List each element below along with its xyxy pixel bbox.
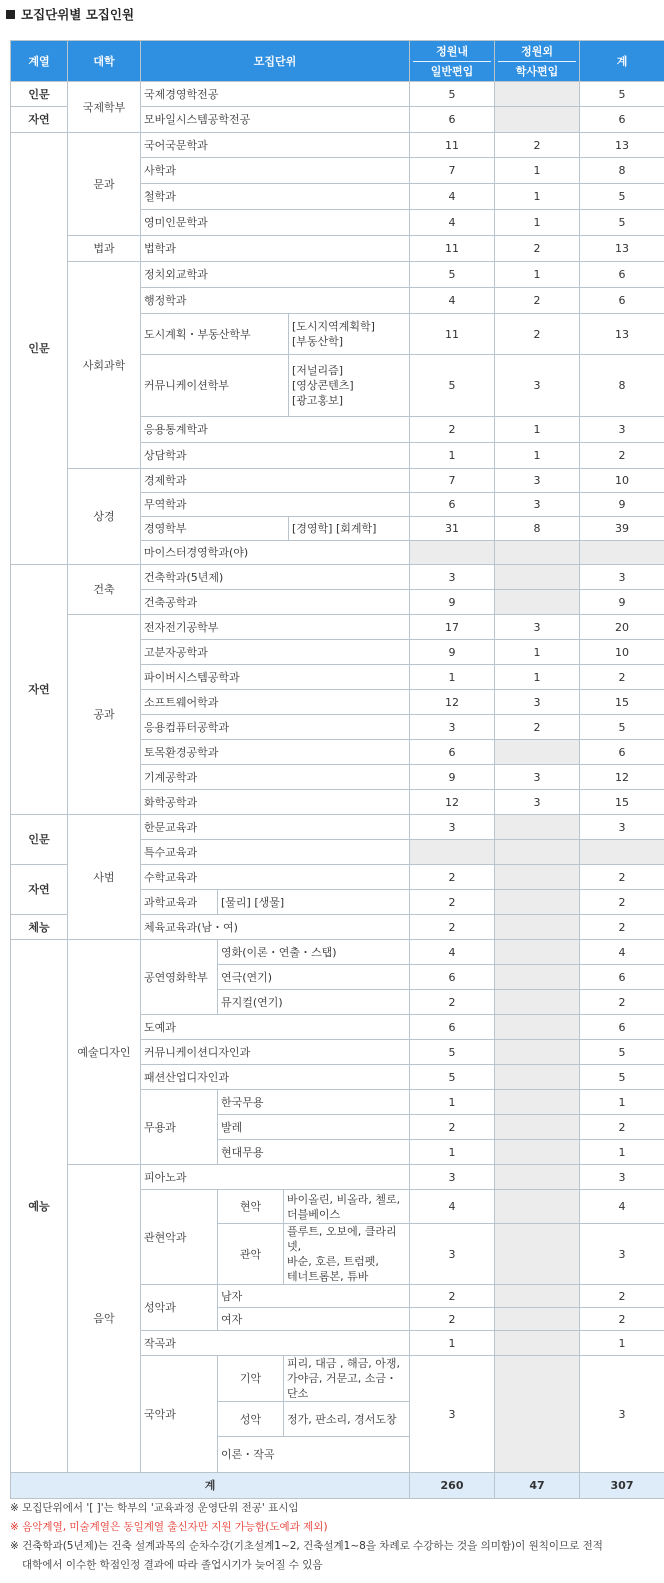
- total-cell: 5: [580, 82, 664, 107]
- detail-line: 바이올린, 비올라, 첼로,: [287, 1192, 401, 1206]
- college-cell: 사회과학: [68, 262, 141, 469]
- sub-unit-cell: 남자: [218, 1285, 410, 1308]
- total-cell: 2: [580, 1285, 664, 1308]
- header-out-quota-top: 정원외: [521, 44, 553, 58]
- out-quota-cell: [495, 82, 580, 107]
- unit-cell: 무용과: [141, 1090, 218, 1165]
- detail-line: 플루트, 오보에, 클라리넷,: [287, 1225, 397, 1253]
- out-quota-cell: [495, 940, 580, 965]
- out-quota-cell: [495, 1065, 580, 1090]
- out-quota-cell: [495, 1115, 580, 1140]
- total-cell: 2: [580, 1308, 664, 1331]
- unit-cell: 국제경영학전공: [141, 82, 410, 107]
- detail-cell: 정가, 판소리, 경서도창: [284, 1402, 410, 1437]
- in-quota-cell: 5: [410, 262, 495, 288]
- sub-unit-cell: 여자: [218, 1308, 410, 1331]
- unit-cell: 모바일시스템공학전공: [141, 107, 410, 133]
- in-quota-cell: 4: [410, 288, 495, 314]
- out-quota-cell: 3: [495, 765, 580, 790]
- out-quota-cell: [495, 915, 580, 940]
- detail-line: 더블베이스: [287, 1207, 341, 1221]
- in-quota-cell: 3: [410, 1356, 495, 1473]
- sub-unit-cell: 기악: [218, 1356, 284, 1402]
- unit-cell: 경제학과: [141, 469, 410, 493]
- total-cell: 3: [580, 815, 664, 840]
- header-in-quota: [410, 41, 495, 82]
- out-quota-cell: [495, 565, 580, 590]
- note-2: ※ 음악계열, 미술계열은 동일계열 출신자만 지원 가능함(도예과 제외): [10, 1521, 328, 1533]
- total-cell: 3: [580, 1356, 664, 1473]
- sub-unit-cell: 발레: [218, 1115, 410, 1140]
- admissions-table: [10, 40, 664, 1499]
- detail-cell: [284, 1356, 410, 1402]
- unit-cell: 피아노과: [141, 1165, 410, 1190]
- college-cell: 공과: [68, 615, 141, 815]
- in-quota-cell: 1: [410, 1140, 495, 1165]
- unit-cell: 성악과: [141, 1285, 218, 1331]
- out-quota-cell: 3: [495, 790, 580, 815]
- unit-cell: 영미인문학과: [141, 210, 410, 236]
- out-quota-cell: 1: [495, 262, 580, 288]
- in-quota-cell: 3: [410, 715, 495, 740]
- header-unit: 모집단위: [141, 41, 410, 82]
- in-quota-cell: [410, 541, 495, 565]
- unit-cell: 패션산업디자인과: [141, 1065, 410, 1090]
- total-cell: 5: [580, 715, 664, 740]
- total-row: [11, 1473, 664, 1499]
- in-quota-cell: 11: [410, 133, 495, 158]
- in-quota-cell: 2: [410, 915, 495, 940]
- in-quota-cell: 7: [410, 158, 495, 184]
- header-out-quota-sub: 학사편입: [498, 61, 576, 81]
- unit-cell: 관현악과: [141, 1190, 218, 1285]
- unit-cell: 철학과: [141, 184, 410, 210]
- out-quota-cell: [495, 1308, 580, 1331]
- total-cell: 1: [580, 1090, 664, 1115]
- total-cell: 2: [580, 665, 664, 690]
- unit-cell: 국어국문학과: [141, 133, 410, 158]
- unit-cell: 전자전기공학부: [141, 615, 410, 640]
- sub-unit-cell: 현대무용: [218, 1140, 410, 1165]
- sub-unit-cell: 성악: [218, 1402, 284, 1437]
- unit-cell: 소프트웨어학과: [141, 690, 410, 715]
- in-quota-cell: 2: [410, 1115, 495, 1140]
- sub-unit-cell: 연극(연기): [218, 965, 410, 990]
- college-cell: 음악: [68, 1165, 141, 1473]
- total-cell: 3: [580, 417, 664, 443]
- out-quota-cell: [495, 541, 580, 565]
- in-quota-cell: 1: [410, 443, 495, 469]
- total-label: 계: [11, 1473, 410, 1499]
- total-cell: 2: [580, 1115, 664, 1140]
- unit-cell: 응용통계학과: [141, 417, 410, 443]
- unit-cell: 화학공학과: [141, 790, 410, 815]
- unit-cell: 정치외교학과: [141, 262, 410, 288]
- total-cell: 6: [580, 262, 664, 288]
- total-cell: 39: [580, 517, 664, 541]
- out-quota-cell: 2: [495, 715, 580, 740]
- detail-line: 테너트롬본, 튜바: [287, 1270, 369, 1283]
- college-cell: 문과: [68, 133, 141, 236]
- unit-cell: 과학교육과: [141, 890, 218, 915]
- in-quota-cell: 6: [410, 965, 495, 990]
- out-quota-cell: [495, 1356, 580, 1473]
- category-cell: 자연: [11, 565, 68, 815]
- total-cell: 13: [580, 314, 664, 355]
- unit-cell: 특수교육과: [141, 840, 410, 865]
- out-quota-cell: 1: [495, 184, 580, 210]
- major-line: [광고홍보]: [292, 394, 344, 407]
- total-in-quota: 260: [410, 1473, 495, 1499]
- out-quota-cell: [495, 1090, 580, 1115]
- in-quota-cell: 2: [410, 990, 495, 1015]
- detail-line: 피리, 대금 , 해금, 아쟁,: [287, 1357, 400, 1370]
- in-quota-cell: 4: [410, 1190, 495, 1224]
- in-quota-cell: 5: [410, 82, 495, 107]
- out-quota-cell: 3: [495, 690, 580, 715]
- unit-cell: 사학과: [141, 158, 410, 184]
- total-cell: 4: [580, 940, 664, 965]
- out-quota-cell: [495, 1190, 580, 1224]
- total-cell: 8: [580, 355, 664, 417]
- college-cell: 사범: [68, 815, 141, 940]
- out-quota-cell: [495, 840, 580, 865]
- header-college: 대학: [68, 41, 141, 82]
- major-cell: [289, 355, 410, 417]
- major-line: [도시지역계획학]: [292, 320, 375, 333]
- in-quota-cell: 6: [410, 107, 495, 133]
- total-cell: 12: [580, 765, 664, 790]
- header-category: 계열: [11, 41, 68, 82]
- unit-cell: 국악과: [141, 1356, 218, 1473]
- out-quota-cell: [495, 965, 580, 990]
- unit-cell: 파이버시스템공학과: [141, 665, 410, 690]
- in-quota-cell: 5: [410, 355, 495, 417]
- note-3b: 대학에서 이수한 학점인정 결과에 따라 졸업시기가 늦어질 수 있음: [22, 1559, 323, 1571]
- total-cell: 10: [580, 469, 664, 493]
- in-quota-cell: 12: [410, 690, 495, 715]
- college-cell: 예술디자인: [68, 940, 141, 1165]
- out-quota-cell: 3: [495, 355, 580, 417]
- out-quota-cell: [495, 865, 580, 890]
- out-quota-cell: [495, 740, 580, 765]
- header-total: 계: [580, 41, 664, 82]
- college-cell: 상경: [68, 469, 141, 565]
- out-quota-cell: [495, 1165, 580, 1190]
- total-cell: 3: [580, 1165, 664, 1190]
- out-quota-cell: 2: [495, 133, 580, 158]
- in-quota-cell: 12: [410, 790, 495, 815]
- out-quota-cell: 3: [495, 493, 580, 517]
- in-quota-cell: 2: [410, 417, 495, 443]
- major-line: [영상콘텐츠]: [292, 379, 354, 392]
- detail-line: 바순, 호른, 트럼펫,: [287, 1255, 379, 1268]
- out-quota-cell: 1: [495, 443, 580, 469]
- in-quota-cell: 6: [410, 1015, 495, 1040]
- total-cell: 13: [580, 236, 664, 262]
- out-quota-cell: [495, 890, 580, 915]
- header-out-quota: [495, 41, 580, 82]
- in-quota-cell: 3: [410, 815, 495, 840]
- in-quota-cell: 4: [410, 940, 495, 965]
- out-quota-cell: [495, 815, 580, 840]
- total-cell: 2: [580, 990, 664, 1015]
- unit-cell: 응용컴퓨터공학과: [141, 715, 410, 740]
- total-cell: 3: [580, 565, 664, 590]
- unit-cell: 마이스터경영학과(야): [141, 541, 410, 565]
- in-quota-cell: 1: [410, 1090, 495, 1115]
- out-quota-cell: [495, 1285, 580, 1308]
- out-quota-cell: [495, 107, 580, 133]
- sub-unit-cell: 뮤지컬(연기): [218, 990, 410, 1015]
- total-cell: 1: [580, 1331, 664, 1356]
- in-quota-cell: 2: [410, 1308, 495, 1331]
- category-cell: 자연: [11, 107, 68, 133]
- in-quota-cell: 3: [410, 1224, 495, 1285]
- note-3a: ※ 건축학과(5년제)는 건축 설계과목의 순차수강(기초설계1~2, 건축설계1~8을 차례로 수강하는 것을 의미함)이 원칙이므로 전적: [10, 1540, 603, 1552]
- total-cell: 2: [580, 865, 664, 890]
- total-cell: 1: [580, 1140, 664, 1165]
- in-quota-cell: 5: [410, 1065, 495, 1090]
- in-quota-cell: 6: [410, 493, 495, 517]
- unit-cell: 고분자공학과: [141, 640, 410, 665]
- unit-cell: 기계공학과: [141, 765, 410, 790]
- college-cell: 국제학부: [68, 82, 141, 133]
- college-cell: 건축: [68, 565, 141, 615]
- total-cell: 5: [580, 1065, 664, 1090]
- total-cell: 9: [580, 590, 664, 615]
- unit-cell: 수학교육과: [141, 865, 410, 890]
- note-1: ※ 모집단위에서 '[ ]'는 학부의 '교육과정 운영단위 전공' 표시임: [10, 1502, 299, 1514]
- in-quota-cell: 11: [410, 314, 495, 355]
- out-quota-cell: [495, 1140, 580, 1165]
- in-quota-cell: 3: [410, 565, 495, 590]
- detail-cell: [284, 1224, 410, 1285]
- square-bullet-icon: [6, 10, 15, 19]
- sub-unit-cell: 영화(이론・연출・스탭): [218, 940, 410, 965]
- unit-cell: 공연영화학부: [141, 940, 218, 1015]
- major-line: [저널리즘]: [292, 364, 344, 377]
- unit-cell: 건축공학과: [141, 590, 410, 615]
- out-quota-cell: [495, 1040, 580, 1065]
- unit-cell: 작곡과: [141, 1331, 410, 1356]
- sub-unit-cell: 관악: [218, 1224, 284, 1285]
- title-text: 모집단위별 모집인원: [21, 7, 135, 22]
- total-cell: 5: [580, 210, 664, 236]
- total-cell: 6: [580, 1015, 664, 1040]
- out-quota-cell: [495, 1015, 580, 1040]
- out-quota-cell: 2: [495, 236, 580, 262]
- in-quota-cell: 3: [410, 1165, 495, 1190]
- total-cell: 4: [580, 1190, 664, 1224]
- out-quota-cell: 1: [495, 640, 580, 665]
- total-cell: 20: [580, 615, 664, 640]
- unit-cell: 도시계획・부동산학부: [141, 314, 289, 355]
- unit-cell: 커뮤니케이션디자인과: [141, 1040, 410, 1065]
- out-quota-cell: 1: [495, 665, 580, 690]
- out-quota-cell: 1: [495, 210, 580, 236]
- total-cell: 10: [580, 640, 664, 665]
- college-cell: 법과: [68, 236, 141, 262]
- unit-cell: 무역학과: [141, 493, 410, 517]
- major-cell: [289, 314, 410, 355]
- total-cell: 15: [580, 790, 664, 815]
- in-quota-cell: 9: [410, 590, 495, 615]
- in-quota-cell: 7: [410, 469, 495, 493]
- category-cell: 예능: [11, 940, 68, 1473]
- total-cell: [580, 840, 664, 865]
- unit-cell: 도예과: [141, 1015, 410, 1040]
- category-cell: 인문: [11, 133, 68, 565]
- total-cell: 8: [580, 158, 664, 184]
- detail-line: 가야금, 거문고, 소금・단소: [287, 1372, 397, 1400]
- out-quota-cell: 8: [495, 517, 580, 541]
- in-quota-cell: 1: [410, 1331, 495, 1356]
- out-quota-cell: 2: [495, 314, 580, 355]
- total-cell: 6: [580, 107, 664, 133]
- unit-cell: 토목환경공학과: [141, 740, 410, 765]
- page-title: [6, 5, 134, 23]
- detail-cell: [284, 1190, 410, 1224]
- in-quota-cell: 2: [410, 865, 495, 890]
- major-cell: [물리] [생물]: [218, 890, 410, 915]
- unit-cell: 체육교육과(남・여): [141, 915, 410, 940]
- category-cell: 인문: [11, 815, 68, 865]
- out-quota-cell: 2: [495, 288, 580, 314]
- in-quota-cell: 17: [410, 615, 495, 640]
- in-quota-cell: 6: [410, 740, 495, 765]
- out-quota-cell: [495, 1224, 580, 1285]
- in-quota-cell: 2: [410, 1285, 495, 1308]
- out-quota-cell: [495, 590, 580, 615]
- major-cell: [경영학] [회계학]: [289, 517, 410, 541]
- out-quota-cell: 3: [495, 469, 580, 493]
- unit-cell: 건축학과(5년제): [141, 565, 410, 590]
- unit-cell: 상담학과: [141, 443, 410, 469]
- out-quota-cell: 1: [495, 158, 580, 184]
- in-quota-cell: 9: [410, 765, 495, 790]
- header-in-quota-sub: 일반편입: [413, 61, 491, 81]
- notes: [10, 1499, 658, 1575]
- unit-cell: 커뮤니케이션학부: [141, 355, 289, 417]
- out-quota-cell: [495, 1331, 580, 1356]
- total-cell: 15: [580, 690, 664, 715]
- in-quota-cell: [410, 840, 495, 865]
- unit-cell: 법학과: [141, 236, 410, 262]
- in-quota-cell: 4: [410, 184, 495, 210]
- unit-cell: 행정학과: [141, 288, 410, 314]
- total-cell: 2: [580, 915, 664, 940]
- out-quota-cell: [495, 990, 580, 1015]
- category-cell: 인문: [11, 82, 68, 107]
- in-quota-cell: 1: [410, 665, 495, 690]
- total-cell: 5: [580, 184, 664, 210]
- total-cell: 6: [580, 288, 664, 314]
- sub-unit-cell: 한국무용: [218, 1090, 410, 1115]
- in-quota-cell: 9: [410, 640, 495, 665]
- total-cell: 6: [580, 965, 664, 990]
- total-sum: 307: [580, 1473, 664, 1499]
- major-line: [부동산학]: [292, 335, 344, 348]
- unit-cell: 한문교육과: [141, 815, 410, 840]
- in-quota-cell: 4: [410, 210, 495, 236]
- in-quota-cell: 31: [410, 517, 495, 541]
- total-cell: 6: [580, 740, 664, 765]
- in-quota-cell: 5: [410, 1040, 495, 1065]
- sub-unit-cell: 현악: [218, 1190, 284, 1224]
- in-quota-cell: 11: [410, 236, 495, 262]
- unit-cell: 경영학부: [141, 517, 289, 541]
- total-cell: 2: [580, 890, 664, 915]
- total-cell: [580, 541, 664, 565]
- sub-unit-cell: 이론・작곡: [218, 1437, 410, 1473]
- total-cell: 2: [580, 443, 664, 469]
- header-in-quota-top: 정원내: [436, 44, 468, 58]
- out-quota-cell: 3: [495, 615, 580, 640]
- total-cell: 9: [580, 493, 664, 517]
- category-cell: 자연: [11, 865, 68, 915]
- total-cell: 3: [580, 1224, 664, 1285]
- out-quota-cell: 1: [495, 417, 580, 443]
- total-cell: 5: [580, 1040, 664, 1065]
- total-out-quota: 47: [495, 1473, 580, 1499]
- in-quota-cell: 2: [410, 890, 495, 915]
- total-cell: 13: [580, 133, 664, 158]
- category-cell: 체능: [11, 915, 68, 940]
